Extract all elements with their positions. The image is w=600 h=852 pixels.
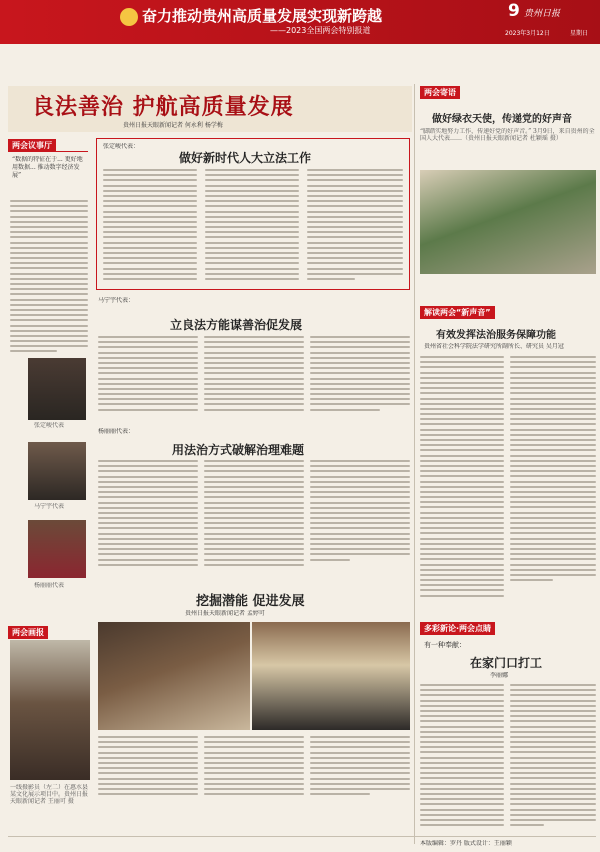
story1-intro: 张定峻代表： bbox=[103, 143, 140, 150]
story3-title: 用法治方式破解治理难题 bbox=[172, 443, 305, 457]
story1-box bbox=[96, 138, 410, 290]
story1-col2 bbox=[205, 169, 299, 285]
section-tab-huabao: 两会画报 bbox=[8, 626, 48, 639]
issue-weekday: 星期日 bbox=[570, 30, 589, 37]
portrait-ma bbox=[28, 442, 86, 500]
left-col-body bbox=[10, 200, 88, 370]
story3-col3 bbox=[310, 460, 410, 572]
xinlun-kicker: 有一种奉献： bbox=[424, 641, 466, 649]
footer-rule bbox=[8, 836, 596, 837]
story4-col3 bbox=[310, 736, 410, 798]
xinlun-author: 李丽娜 bbox=[490, 672, 509, 679]
jiyu-quote: “脚踏实地努力工作，传递好党的好声音。” 3月9日，来自贵州的全国人大代表……（贵州日报天眼新闻记者 杜颖瑶 摄） bbox=[420, 128, 595, 142]
right-column-divider bbox=[414, 84, 415, 844]
party-emblem-icon bbox=[120, 8, 138, 26]
story4-photo-left bbox=[98, 622, 250, 730]
lead-byline: 贵州日报天眼新闻记者 何永利 杨学梅 bbox=[123, 122, 223, 129]
jiedu-title: 有效发挥法治服务保障功能 bbox=[436, 330, 556, 341]
section-tab-jiyu: 两会寄语 bbox=[420, 86, 460, 99]
xinlun-col1 bbox=[420, 684, 504, 830]
paper-name: 贵州日报 bbox=[524, 9, 561, 19]
story3-intro: 杨丽丽代表： bbox=[98, 428, 135, 435]
story1-col1 bbox=[103, 169, 197, 285]
headline: 奋力推动贵州高质量发展实现新跨越 bbox=[142, 7, 383, 25]
jiyu-title: 做好绿衣天使，传递党的好声音 bbox=[432, 114, 572, 125]
jiedu-col1 bbox=[420, 356, 504, 604]
jiyu-photo bbox=[420, 170, 596, 274]
portrait-caption-2: 马宁宇代表 bbox=[34, 503, 65, 510]
story4-col1 bbox=[98, 736, 198, 798]
page-number: 9 bbox=[508, 1, 520, 21]
lead-block bbox=[8, 86, 412, 132]
story2-col1 bbox=[98, 336, 198, 418]
story2-col3 bbox=[310, 336, 410, 418]
jiedu-col2 bbox=[510, 356, 596, 604]
section-tab-jiedu: 解读两会“新声音” bbox=[420, 306, 495, 319]
footer-editor: 本版编辑：罗丹 版式设计：王丽颖 bbox=[420, 840, 512, 847]
header-banner bbox=[0, 0, 600, 44]
portrait-caption-3: 杨丽丽代表 bbox=[34, 582, 65, 589]
portrait-caption-1: 张定峻代表 bbox=[34, 422, 65, 429]
story3-col1 bbox=[98, 460, 198, 572]
story1-col3 bbox=[307, 169, 403, 285]
xinlun-title: 在家门口打工 bbox=[470, 656, 543, 670]
story4-title: 挖掘潜能 促进发展 bbox=[196, 594, 305, 609]
issue-date: 2023年3月12日 bbox=[505, 30, 550, 37]
story2-title: 立良法方能谋善治促发展 bbox=[170, 318, 303, 332]
story4-byline: 贵州日报天眼新闻记者 孟婷可 bbox=[185, 610, 265, 617]
jiedu-byline: 贵州省社会科学院法学研究所副所长、研究员 吴月冠 bbox=[424, 343, 564, 350]
story3-col2 bbox=[204, 460, 304, 572]
portrait-yang bbox=[28, 520, 86, 578]
story4-col2 bbox=[204, 736, 304, 798]
lead-title: 良法善治 护航高质量发展 bbox=[32, 95, 294, 120]
left-col-rule bbox=[8, 151, 88, 152]
story1-title: 做好新时代人大立法工作 bbox=[179, 151, 312, 165]
section-tab-yishiting: 两会议事厅 bbox=[8, 139, 56, 152]
left-col-quote: “数据的特征在于... 更好地用数据... 推动数字经济发展” bbox=[12, 156, 83, 179]
huabao-caption: 一线摄影员（左二）在惠水县某文化展示项目中。贵州日报天眼新闻记者 王丽可 摄 bbox=[10, 784, 89, 805]
portrait-zhang bbox=[28, 358, 86, 420]
story2-intro: 马宁宇代表： bbox=[98, 297, 135, 304]
huabao-photo bbox=[10, 640, 90, 780]
xinlun-col2 bbox=[510, 684, 596, 830]
header-subtitle: ——2023全国两会特别报道 bbox=[270, 26, 371, 35]
story2-col2 bbox=[204, 336, 304, 418]
section-tab-xinlun: 多彩新论·两会点睛 bbox=[420, 622, 495, 635]
story4-photo-right bbox=[252, 622, 410, 730]
